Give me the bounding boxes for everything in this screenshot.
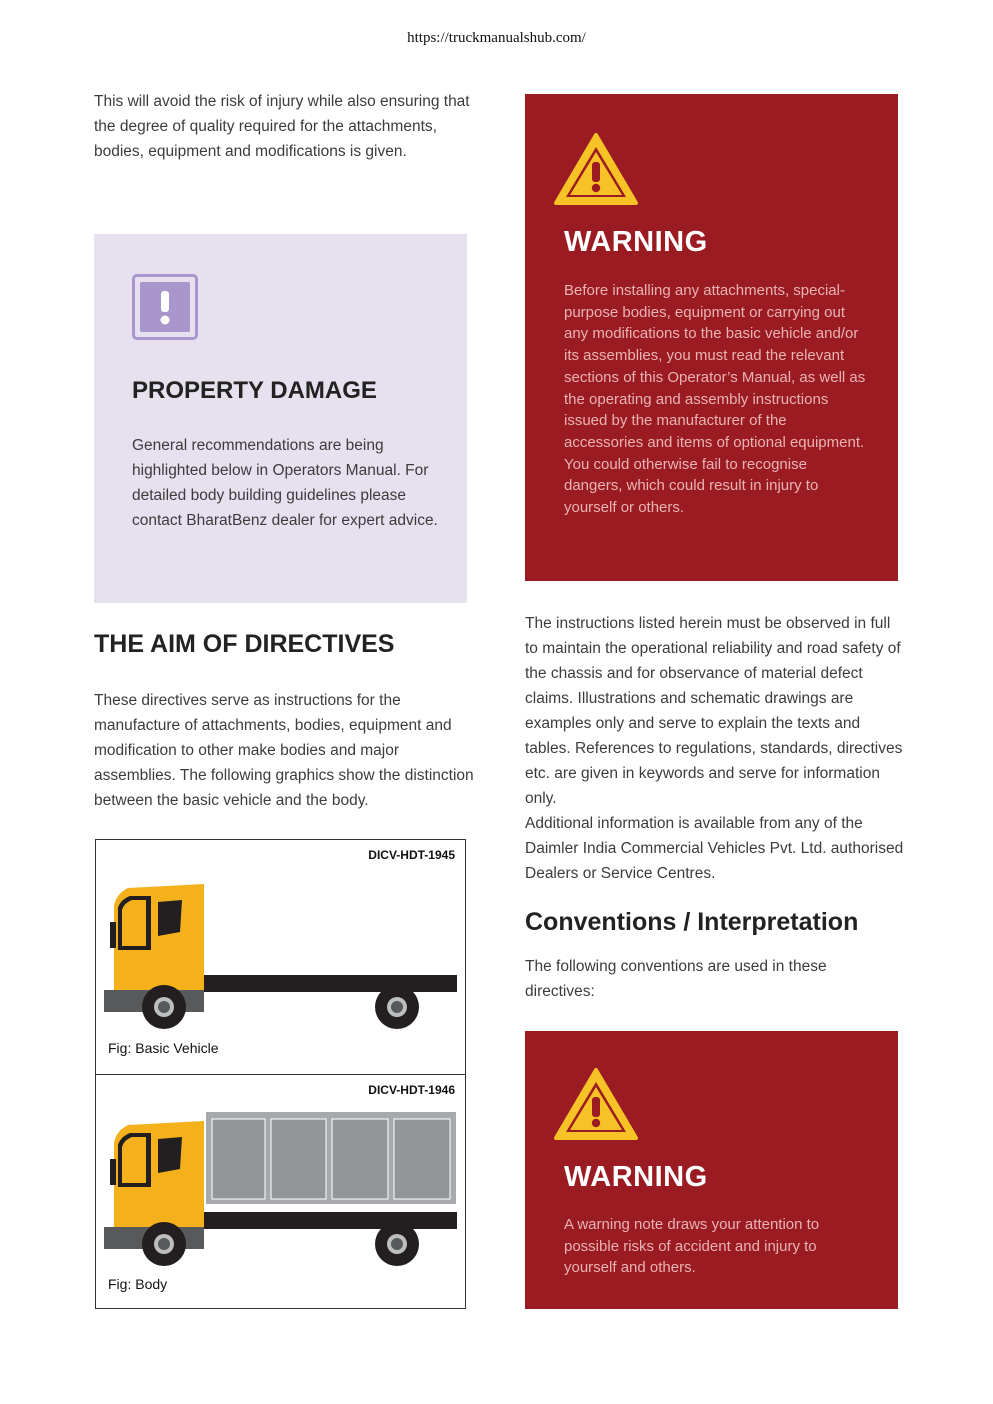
warning-text: Before installing any attachments, special-purpose bodies, equipment or carrying out any modifications to the basic vehicle and/or its assemblies, you must read the relevant sections of this Operator’s Manual, as well as the operating and assembly instructions issued by the manufacturer of the accessories and items of optional equipment. You could otherwise fail to recognise dangers, which could result in injury to yourself or others. bbox=[564, 282, 866, 517]
figure-caption: Fig: Basic Vehicle bbox=[108, 1040, 219, 1056]
property-damage-box bbox=[94, 234, 467, 603]
aim-title: THE AIM OF DIRECTIVES bbox=[94, 630, 395, 658]
aim-paragraph: These directives serve as instructions for the manufacture of attachments, bodies, equipment and modification to other make bodies and major assemblies. The following graphics show the distinction between the basic vehicle and the body. bbox=[94, 692, 474, 809]
exclamation-square-icon bbox=[132, 274, 198, 340]
figure-code: DICV-HDT-1945 bbox=[368, 848, 455, 862]
intro-paragraph: This will avoid the risk of injury while also ensuring that the degree of quality required for the attachments, bodies, equipment and modifications is given. bbox=[94, 93, 470, 160]
warning-title: WARNING bbox=[564, 1161, 708, 1193]
property-damage-title: PROPERTY DAMAGE bbox=[132, 377, 377, 404]
instructions-section bbox=[525, 611, 905, 886]
additional-info-paragraph: Additional information is available from any of the Daimler India Commercial Vehicles Pvt. Ltd. authorised Dealers or Service Centres. bbox=[525, 815, 904, 882]
warning-box-2 bbox=[525, 1031, 898, 1309]
page-url: https://truckmanualshub.com/ bbox=[407, 30, 586, 46]
property-damage-text: General recommendations are being highlighted below in Operators Manual. For detailed body building guidelines please contact BharatBenz dealer for expert advice. bbox=[132, 437, 438, 529]
warning-text: A warning note draws your attention to possible risks of accident and injury to yourself and others. bbox=[564, 1216, 820, 1277]
warning-triangle-icon bbox=[553, 1067, 639, 1141]
instructions-paragraph: The instructions listed herein must be observed in full to maintain the operational reliability and road safety of the chassis and for observance of material defect claims. Illustrations and schematic drawings are examples only and serve to explain the texts and tables. References to regulations, standards, directives etc. are given in keywords and serve for information only. bbox=[525, 615, 903, 807]
conventions-title: Conventions / Interpretation bbox=[525, 908, 859, 936]
figure-caption: Fig: Body bbox=[108, 1276, 168, 1292]
figure-basic-vehicle bbox=[95, 839, 466, 1075]
figure-body bbox=[95, 1074, 466, 1309]
figure-code: DICV-HDT-1946 bbox=[368, 1083, 455, 1097]
warning-title: WARNING bbox=[564, 226, 708, 258]
warning-triangle-icon bbox=[553, 132, 639, 206]
truck-with-body-illustration bbox=[96, 1075, 465, 1308]
warning-box-1 bbox=[525, 94, 898, 581]
truck-illustration bbox=[96, 840, 465, 1074]
conventions-paragraph: The following conventions are used in these directives: bbox=[525, 958, 827, 1000]
